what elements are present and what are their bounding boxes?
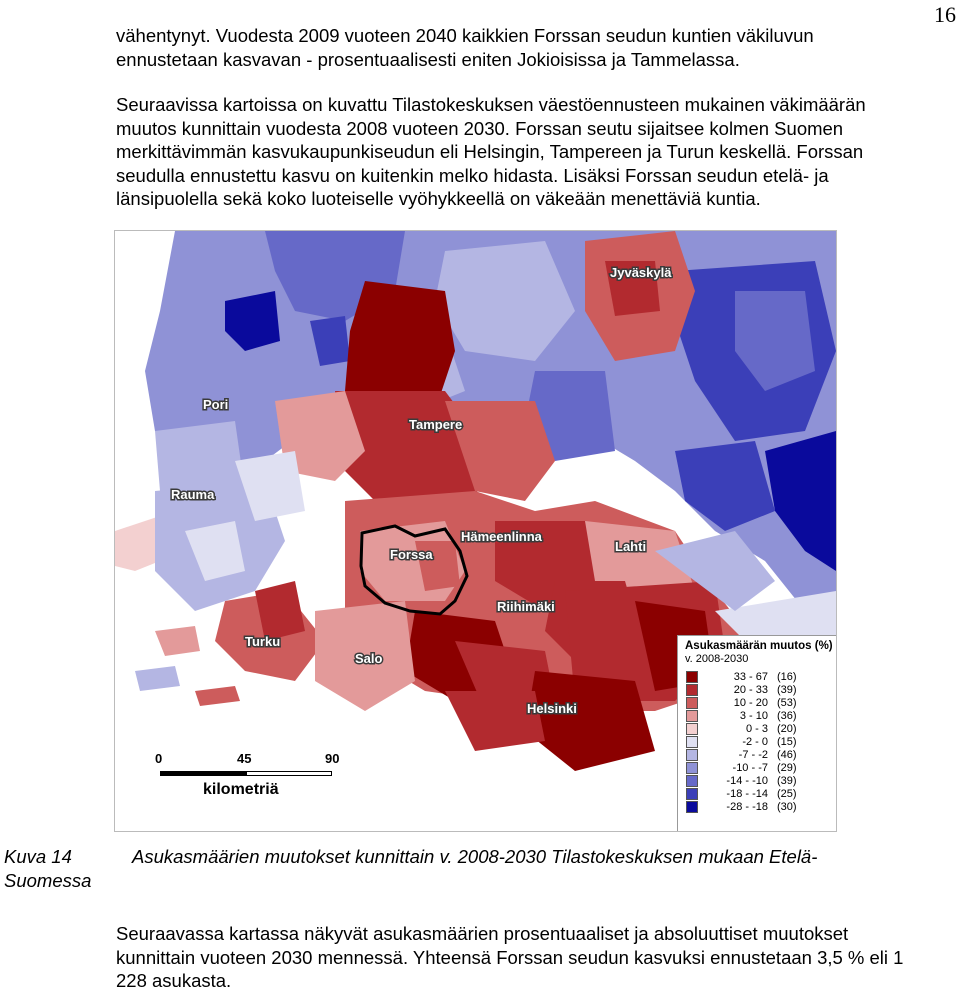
city-label-riihimaki: Riihimäki [497, 599, 555, 614]
paragraph-next-map: Seuraavassa kartassa näkyvät asukasmäärien prosentuaaliset ja absoluuttiset muutokset kunnittain vuoteen 2030 mennessä. Yhteensä Forssan seudun kasvuksi ennustetaan 3,5 % eli 1 228 asukasta. [116, 923, 904, 991]
city-label-salo: Salo [355, 651, 383, 666]
legend-row [686, 709, 836, 722]
city-label-rauma: Rauma [171, 487, 215, 502]
legend-count: (15) [777, 735, 797, 748]
legend-count: (46) [777, 748, 797, 761]
legend-swatch [686, 736, 698, 748]
legend-row [686, 735, 836, 748]
legend-row [686, 670, 836, 683]
population-change-map [114, 230, 837, 832]
city-label-tampere: Tampere [409, 417, 463, 432]
legend-row [686, 774, 836, 787]
scale-segment-1 [160, 771, 246, 776]
legend-row [686, 800, 836, 813]
legend-count: (39) [777, 774, 797, 787]
scale-tick-0: 0 [155, 751, 163, 766]
legend-row [686, 761, 836, 774]
map-legend [677, 635, 837, 832]
legend-rows [678, 670, 836, 813]
legend-count: (36) [777, 709, 797, 722]
paragraph-map-description: Seuraavissa kartoissa on kuvattu Tilastokeskuksen väestöennusteen mukainen väkimäärän muutos kunnittain vuodesta 2008 vuoteen 2030. Forssan seutu sijaitsee kolmen Suomen merkittävimmän kasvukaupunkiseudun eli Helsingin, Tampereen ja Turun keskellä. Forssan seudulla ennustettu kasvu on kuitenkin melko hidasta. Lisäksi Forssan seudun etelä- ja länsipuolella sekä koko luoteiselle vyöhykkeellä on väkeään menettäviä kuntia. [116, 94, 866, 209]
legend-range: -28 - -18 [726, 800, 768, 813]
legend-count: (29) [777, 761, 797, 774]
legend-swatch [686, 749, 698, 761]
legend-range: 10 - 20 [733, 696, 768, 709]
legend-swatch [686, 801, 698, 813]
legend-swatch [686, 697, 698, 709]
legend-range: -14 - -10 [726, 774, 768, 787]
legend-range: 20 - 33 [733, 683, 768, 696]
legend-swatch [686, 788, 698, 800]
scale-tick-45: 45 [237, 751, 252, 766]
city-label-jyvaskyla: Jyväskylä [610, 265, 672, 280]
legend-row [686, 683, 836, 696]
city-label-lahti: Lahti [615, 539, 647, 554]
scale-bar [155, 751, 355, 811]
legend-range: -2 - 0 [742, 735, 768, 748]
legend-range: 33 - 67 [733, 670, 768, 683]
legend-swatch [686, 775, 698, 787]
legend-count: (39) [777, 683, 797, 696]
legend-range: -7 - -2 [738, 748, 768, 761]
legend-count: (30) [777, 800, 797, 813]
legend-range: 0 - 3 [745, 722, 768, 735]
legend-count: (20) [777, 722, 797, 735]
page-number: 16 [934, 2, 956, 27]
legend-row [686, 787, 836, 800]
legend-subtitle: v. 2008-2030 [685, 653, 749, 665]
city-label-hameenlinna: Hämeenlinna [461, 529, 542, 544]
city-label-helsinki: Helsinki [527, 701, 577, 716]
scale-tick-90: 90 [325, 751, 340, 766]
city-label-turku: Turku [245, 634, 281, 649]
legend-row [686, 748, 836, 761]
legend-count: (16) [777, 670, 797, 683]
scale-segment-2 [246, 771, 332, 776]
legend-swatch [686, 710, 698, 722]
legend-range: 3 - 10 [739, 709, 768, 722]
legend-count: (53) [777, 696, 797, 709]
legend-title: Asukasmäärän muutos (%) [685, 640, 833, 652]
legend-swatch [686, 723, 698, 735]
legend-range: -18 - -14 [726, 787, 768, 800]
city-label-pori: Pori [203, 397, 229, 412]
scale-unit: kilometriä [203, 781, 279, 798]
legend-swatch [686, 671, 698, 683]
paragraph-intro: vähentynyt. Vuodesta 2009 vuoteen 2040 kaikkien Forssan seudun kuntien väkiluvun ennustetaan kasvavan - prosentuaalisesti eniten Jokioisissa ja Tammelassa. [116, 25, 814, 70]
city-label-forssa: Forssa [390, 547, 433, 562]
figure-caption: Asukasmäärien muutokset kunnittain v. 2008-2030 Tilastokeskuksen mukaan Etelä- [132, 846, 818, 867]
legend-range: -10 - -7 [732, 761, 768, 774]
legend-swatch [686, 762, 698, 774]
legend-row [686, 696, 836, 709]
legend-swatch [686, 684, 698, 696]
legend-row [686, 722, 836, 735]
legend-count: (25) [777, 787, 797, 800]
figure-label: Kuva 14 Suomessa [4, 846, 92, 891]
